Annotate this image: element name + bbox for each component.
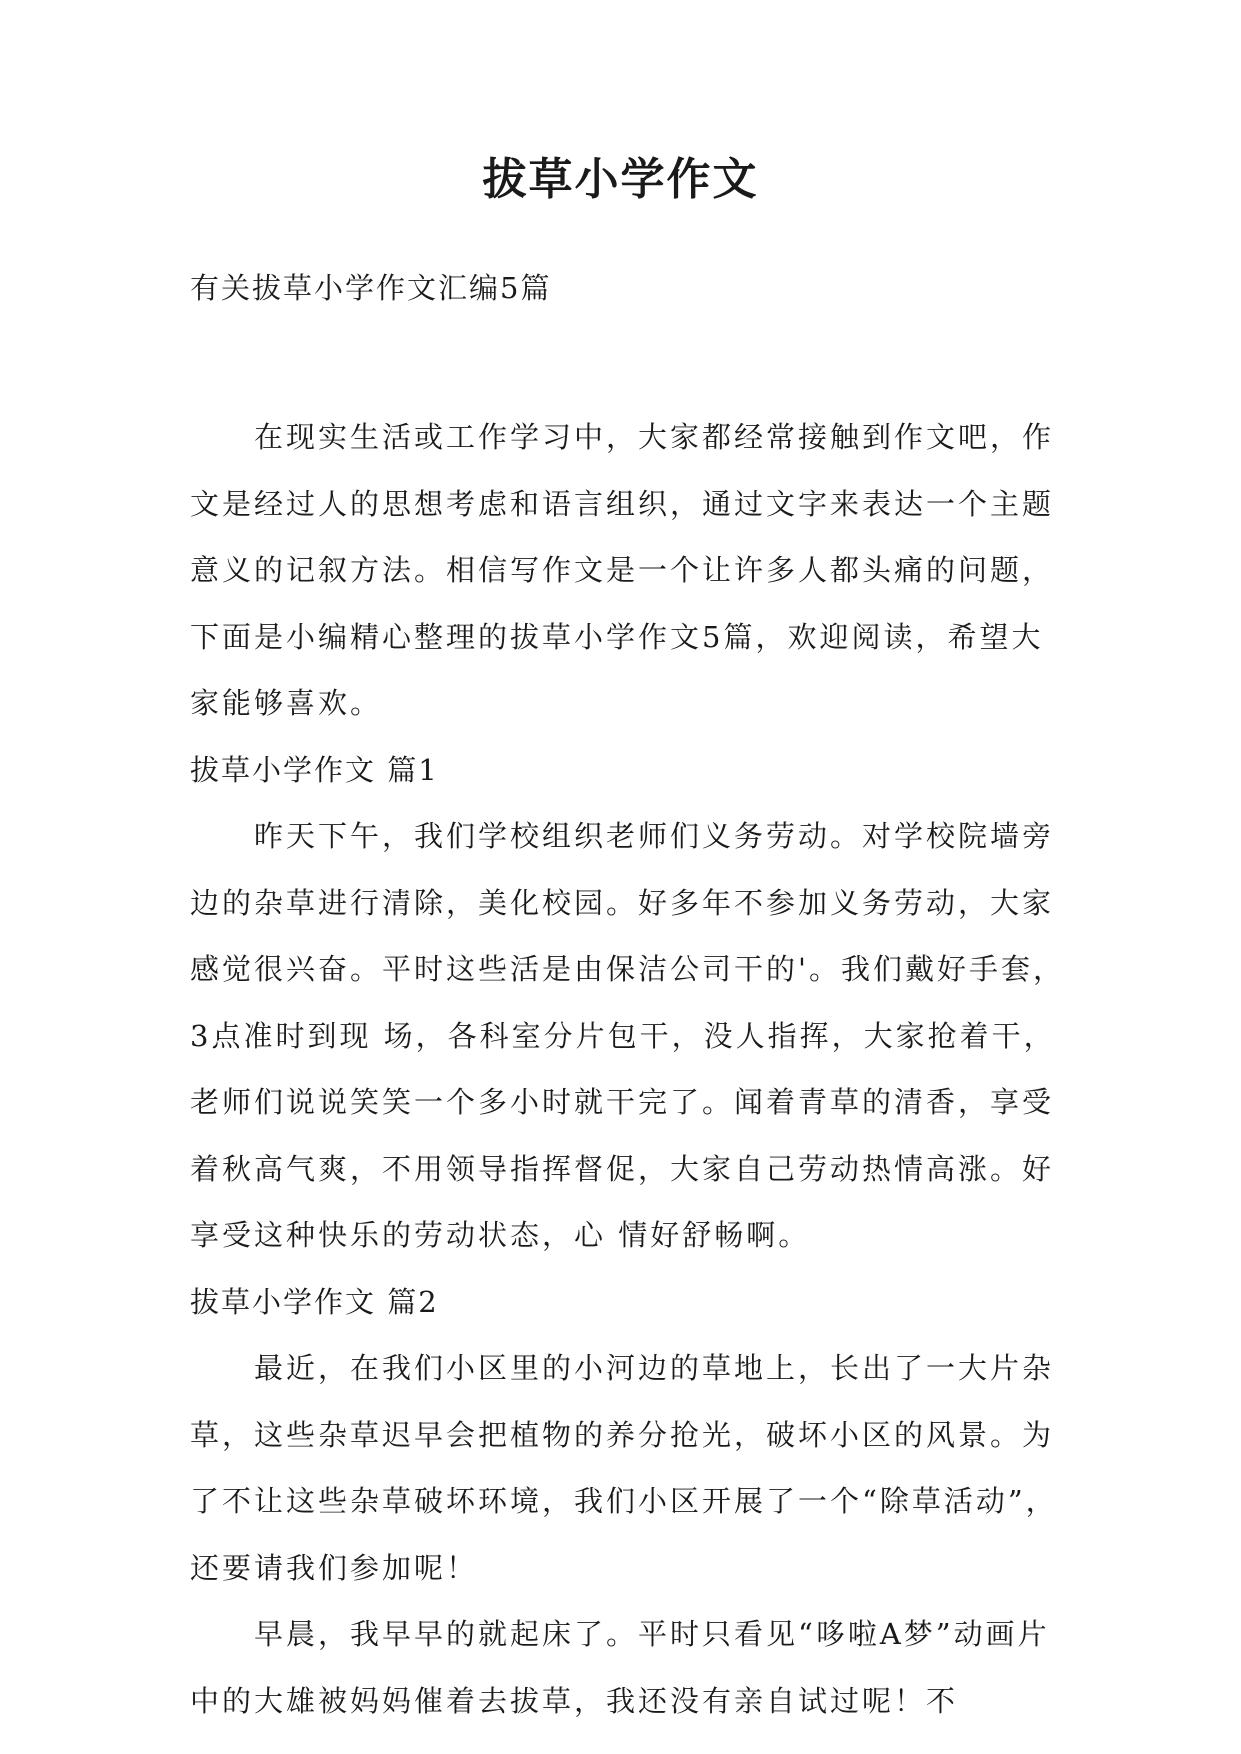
section-2-paragraph-1: 最近，在我们小区里的小河边的草地上，长出了一大片杂草，这些杂草迟早会把植物的养分抢光，破坏小区的风景。为了不让这些杂草破坏环境，我们小区开展了一个“除草活动”，还要请我们参加呢！ <box>190 1351 1058 1585</box>
section-heading-1: 拔草小学作文 篇1 <box>190 752 439 787</box>
intro-paragraph: 在现实生活或工作学习中，大家都经常接触到作文吧，作文是经过人的思想考虑和语言组织，通过文字来表达一个主题意义的记叙方法。相信写作文是一个让许多人都头痛的问题，下面是小编精心整理的拔草小学作文5篇，欢迎阅读，希望大家能够喜欢。 <box>190 420 1055 720</box>
document-subtitle: 有关拔草小学作文汇编5篇 <box>190 271 552 305</box>
document-title: 拔草小学作文 <box>482 154 759 205</box>
section-heading-2: 拔草小学作文 篇2 <box>190 1284 439 1319</box>
section-2-paragraph-2: 早晨，我早早的就起床了。平时只看见“哆啦A梦”动画片中的大雄被妈妈催着去拔草，我还没有亲自试过呢！不 <box>190 1617 1050 1718</box>
document-body <box>190 404 1070 1734</box>
section-1-paragraph-1: 昨天下午，我们学校组织老师们义务劳动。对学校院墙旁边的杂草进行清除，美化校园。好多年不参加义务劳动，大家感觉很兴奋。平时这些活是由保洁公司干的'。我们戴好手套，3点准时到现 场，各科室分片包干，没人指挥，大家抢着干，老师们说说笑笑一个多小时就干完了。闻着青草的清香，享受着秋高气爽，不用领导指挥督促，大家自己劳动热情高涨。好享受这种快乐的劳动状态，心 情好舒畅啊。 <box>190 819 1065 1252</box>
